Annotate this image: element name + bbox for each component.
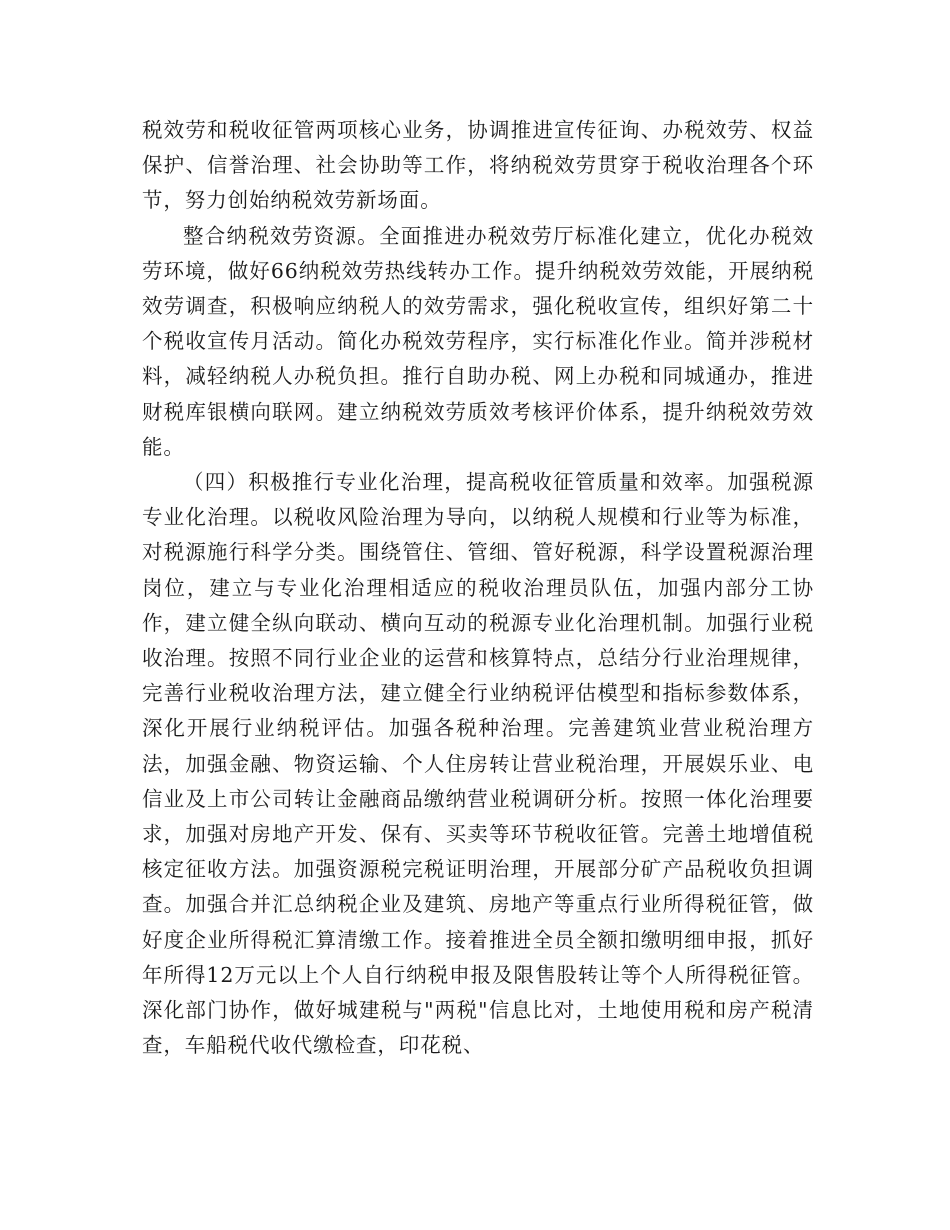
paragraph-continuation: 税效劳和税收征管两项核心业务，协调推进宣传征询、办税效劳、权益保护、信誉治理、社会协助等工作，将纳税效劳贯穿于税收治理各个环节，努力创始纳税效劳新场面。 [142, 118, 814, 213]
paragraph-integrate-tax-services: 整合纳税效劳资源。全面推进办税效劳厅标准化建立，优化办税效劳环境，做好66纳税效劳热线转办工作。提升纳税效劳效能，开展纳税效劳调查，积极响应纳税人的效劳需求，强化税收宣传，组织好第二十个税收宣传月活动。简化办税效劳程序，实行标准化作业。简并涉税材料，减轻纳税人办税负担。推行自助办税、网上办税和同城通办，推进财税库银横向联网。建立纳税效劳质效考核评价体系，提升纳税效劳效能。 [142, 223, 814, 459]
document-body [142, 113, 814, 1063]
paragraph-specialized-management: （四）积极推行专业化治理，提高税收征管质量和效率。加强税源专业化治理。以税收风险治理为导向，以纳税人规模和行业等为标准，对税源施行科学分类。围绕管住、管细、管好税源，科学设置税源治理岗位，建立与专业化治理相适应的税收治理员队伍，加强内部分工协作，建立健全纵向联动、横向互动的税源专业化治理机制。加强行业税收治理。按照不同行业企业的运营和核算特点，总结分行业治理规律，完善行业税收治理方法，建立健全行业纳税评估模型和指标参数体系，深化开展行业纳税评估。加强各税种治理。完善建筑业营业税治理方法，加强金融、物资运输、个人住房转让营业税治理，开展娱乐业、电信业及上市公司转让金融商品缴纳营业税调研分析。按照一体化治理要求，加强对房地产开发、保有、买卖等环节税收征管。完善土地增值税核定征收方法。加强资源税完税证明治理，开展部分矿产品税收负担调查。加强合并汇总纳税企业及建筑、房地产等重点行业所得税征管，做好度企业所得税汇算清缴工作。接着推进全员全额扣缴明细申报，抓好年所得12万元以上个人自行纳税申报及限售股转让等个人所得税征管。深化部门协作，做好城建税与"两税"信息比对，土地使用税和房产税清查，车船税代收代缴检查，印花税、 [142, 470, 814, 1058]
